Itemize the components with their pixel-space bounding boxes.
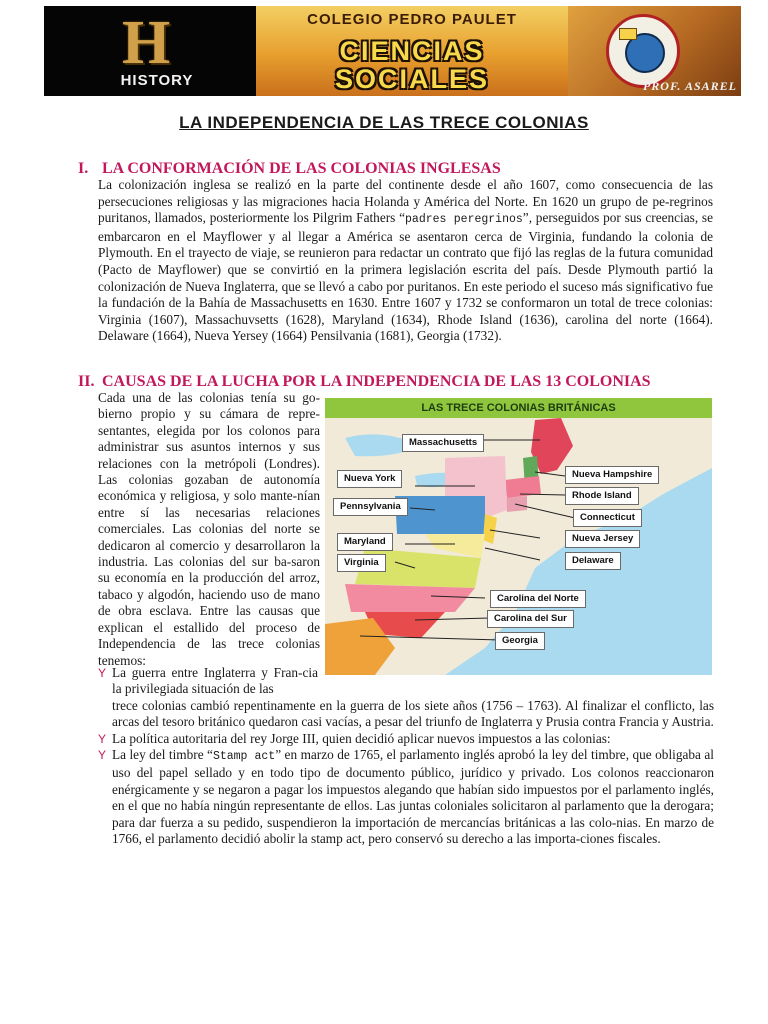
section-1-paragraph (98, 177, 713, 345)
section-1-heading (78, 160, 501, 178)
section-2-paragraph: Cada una de las colonias tenía su go-bierno propio y su cámara de repre-sentantes, elegida por los colonos para administrar sus asuntos internos y sus relaciones con la metrópoli (Londres). Las colonias gozaban de autonomía económica y religiosa, y solo mante-nían entre sí las necesarias relaciones comerciales. Las colonias del norte se dedicaron al comercio y desarrollaron la industria. Las colonias del sur ba-saron su economía en la producción del arroz, tabaco y algodón, haciendo uso de mano de obra esclava. Entre las causas que explican el estallido del proceso de Independencia de las trece colonias tenemos: (98, 390, 320, 668)
colony-pennsylvania (395, 496, 485, 534)
thirteen-colonies-map (325, 398, 712, 675)
seal-book-icon (619, 28, 637, 40)
bullet-marker-icon: Y (98, 666, 107, 680)
bullet-marker-icon: Y (98, 731, 107, 746)
banner-title-area (256, 6, 568, 96)
bullet-3-text-b: ” en marzo de 1765, el parlamento inglés aprobó la ley del timbre, que obligaba al uso del papel sellado y en todo tipo de documento público, jurídico y privado. Los colonos reaccionaron enérgicamente y se negaron a pagar los impuestos alegando que habían sido impuestos por el parlamento inglés, en el que no había ningún representante de ellos. Las juntas coloniales solicitaron al parlamento que la derogara; para dar fuerza a su pedido, suspendieron la importación de mercancías británicas a las colo-nias. En marzo de 1766, el parlamento decidió abolir la stamp act, pero conservó su derecho a las importa-ciones fiscales. (112, 747, 714, 847)
label-connecticut: Connecticut (573, 509, 642, 527)
map-title: LAS TRECE COLONIAS BRITÁNICAS (325, 398, 712, 418)
section-2-number: II. (78, 373, 95, 390)
bullet-3-text-a: La ley del timbre “ (112, 747, 213, 763)
label-rhode-island: Rhode Island (565, 487, 639, 505)
list-item (98, 747, 714, 847)
document-title: LA INDEPENDENCIA DE LAS TRECE COLONIAS (179, 113, 589, 132)
bullet-2-text: La política autoritaria del rey Jorge III, quien decidió aplicar nuevos impuestos a las colonias: (112, 730, 611, 746)
banner-seal-area (568, 6, 741, 96)
label-nueva-hampshire: Nueva Hampshire (565, 466, 659, 484)
teacher-name: PROF. ASAREL (642, 79, 737, 93)
label-virginia: Virginia (337, 554, 386, 572)
section-1-text-mono: padres peregrinos (405, 213, 523, 227)
school-seal-icon (606, 14, 680, 88)
header-banner (44, 6, 741, 96)
label-nueva-jersey: Nueva Jersey (565, 530, 640, 548)
label-massachusetts: Massachusetts (402, 434, 484, 452)
label-carolina-norte: Carolina del Norte (490, 590, 586, 608)
bullet-1-text-a: La guerra entre Inglaterra y Fran-cia la privilegiada situación de las (112, 665, 318, 697)
colony-carolina-norte (345, 584, 475, 612)
history-logo: H HISTORY (120, 9, 194, 89)
section-1-text-b: ”, perseguidos por sus creencias, se embarcaron en el Mayflower y al llegar a América se asentaron cerca de Virginia, fundando la colonia de Plymouth. En el trayecto de viaje, se reunieron para redactar un contrato que fijó las reglas de la futura comunidad (Pacto de Mayflower) que se convirtió en la primera legislación escrita del país. Desde Plymouth partió la colonización de Nueva Inglaterra, que se llevó a cabo por puritanos. En este periodo el suceso más significativo fue la fundación de la Bahía de Massachusetts en 1630. Entre 1607 y 1732 se conformaron un total de trece colonias: Virginia (1607), Massachuvsetts (1628), Maryland (1634), Rhode Island (1636), carolina del norte (1664). Delaware (1664), Nueva Yersey (1664) Pensilvania (1681), Georgia (1732). (98, 210, 713, 344)
section-1-text-a: La colonización inglesa se realizó en la parte del continente desde el año 1607, como consecuencia de las persecuciones religiosas y las migraciones hacia Holanda y América del Norte. En 1620 un grupo de pe-regrinos puritanos, llamados, posteriormente los Pilgrim Fathers “ (98, 177, 713, 226)
list-item (98, 731, 714, 747)
bullet-3-text-mono: Stamp act (212, 750, 276, 764)
label-maryland: Maryland (337, 533, 393, 551)
list-item (98, 665, 714, 731)
label-delaware: Delaware (565, 552, 621, 570)
section-2-heading (78, 373, 651, 391)
section-1-number: I. (78, 160, 89, 177)
subject-line-2: SOCIALES (334, 64, 490, 94)
section-1-title: LA CONFORMACIÓN DE LAS COLONIAS INGLESAS (102, 160, 501, 177)
subject-line-1: CIENCIAS (339, 36, 485, 66)
label-carolina-sur: Carolina del Sur (487, 610, 574, 628)
bullet-marker-icon: Y (98, 748, 107, 763)
label-nueva-york: Nueva York (337, 470, 402, 488)
causes-list (98, 665, 714, 847)
school-name: COLEGIO PEDRO PAULET (307, 11, 517, 28)
bullet-1-text-b: trece colonias cambió repentinamente en la guerra de los siete años (1756 – 1763). Al finalizar el conflicto, las arcas del tesoro británico quedaron casi vacías, a pesar del triunfo de Inglaterra y Prusia contra Francia y Austria. (112, 697, 714, 730)
section-2-title: CAUSAS DE LA LUCHA POR LA INDEPENDENCIA DE LAS 13 COLONIAS (102, 373, 651, 390)
label-georgia: Georgia (495, 632, 545, 650)
label-pennsylvania: Pennsylvania (333, 498, 408, 516)
